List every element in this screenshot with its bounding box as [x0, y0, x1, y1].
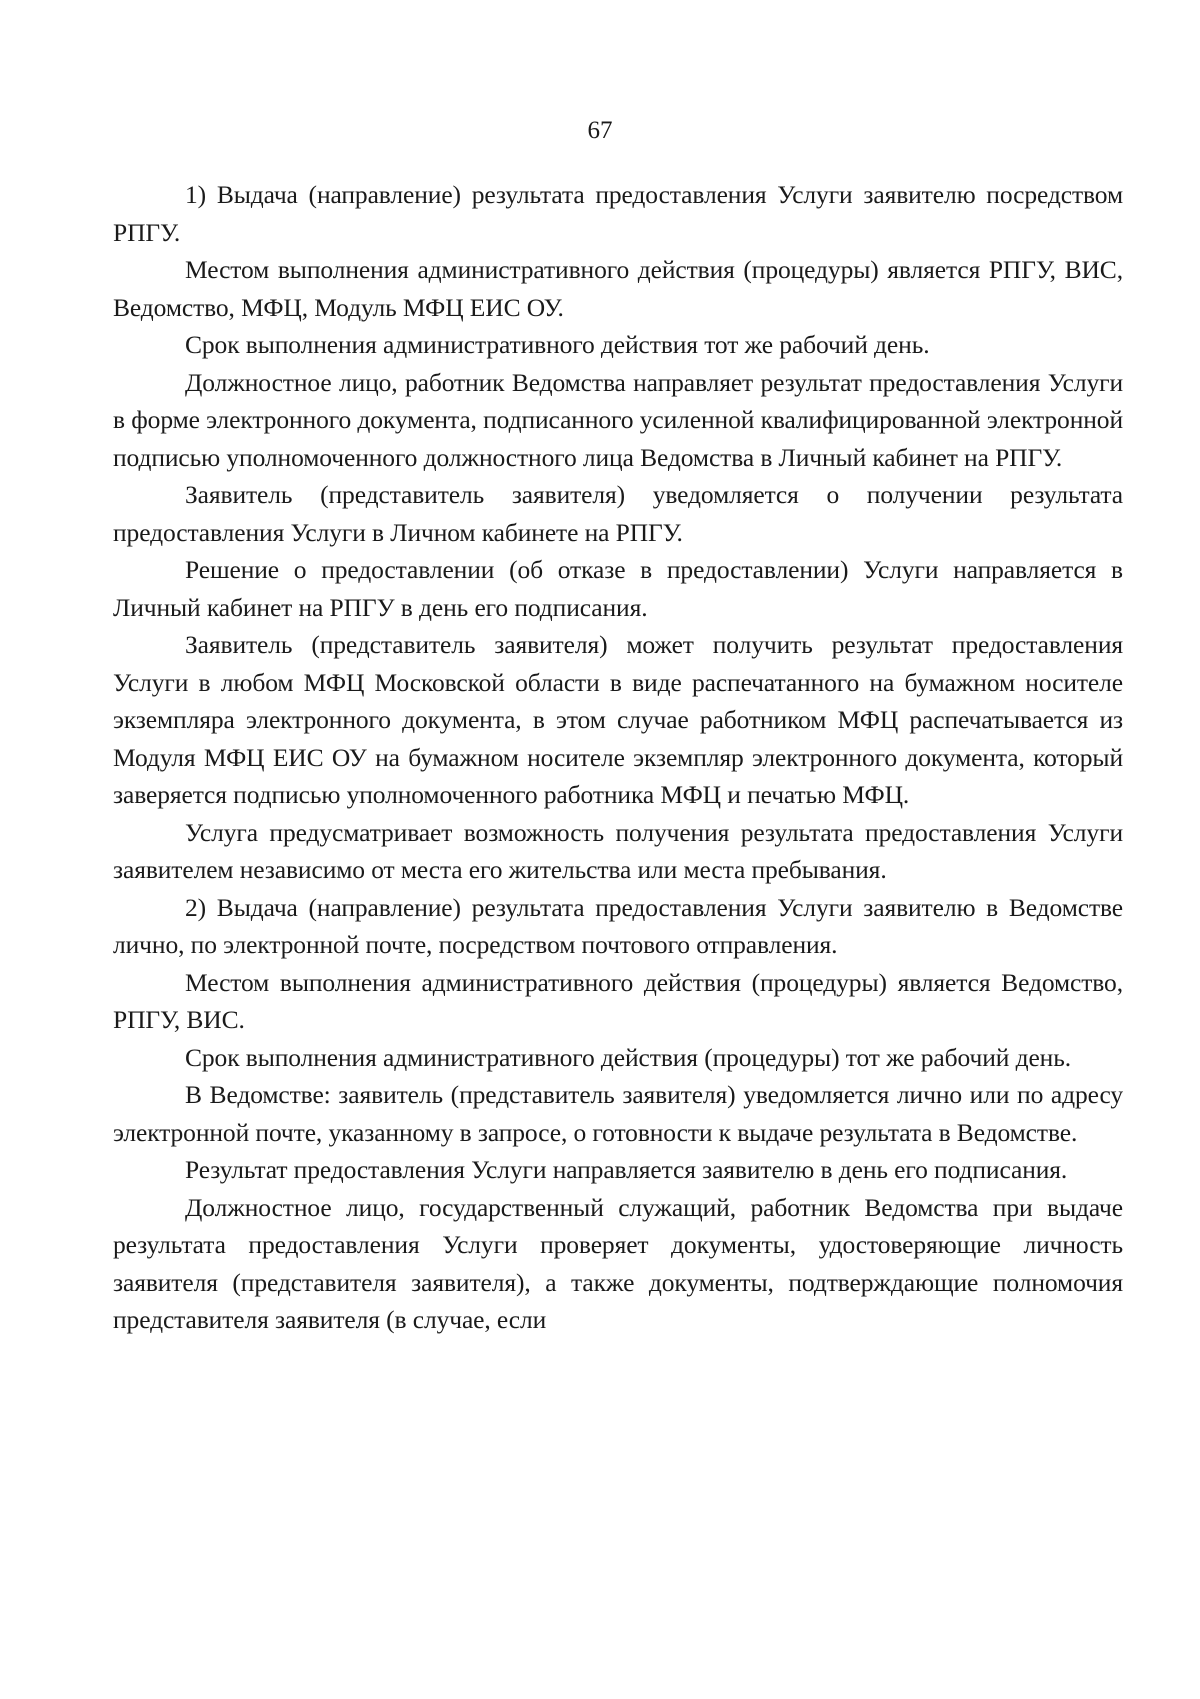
paragraph: Результат предоставления Услуги направляется заявителю в день его подписания. — [185, 1155, 1068, 1184]
paragraph: Должностное лицо, государственный служащий, работник Ведомства при выдаче результата предоставления Услуги проверяет документы, удостоверяющие личность заявителя (представителя заявителя), а также документы, подтверждающие полномочия представителя заявителя (в случае, если — [113, 1192, 1123, 1334]
paragraph: В Ведомстве: заявитель (представитель заявителя) уведомляется лично или по адресу электронной почте, указанному в запросе, о готовности к выдаче результата в Ведомстве. — [113, 1080, 1123, 1147]
paragraph: Услуга предусматривает возможность получения результата предоставления Услуги заявителем независимо от места его жительства или места пребывания. — [113, 817, 1123, 884]
page-number: 67 — [587, 117, 613, 144]
document-body — [113, 176, 1123, 1339]
paragraph: Местом выполнения административного действия (процедуры) является Ведомство, РПГУ, ВИС. — [113, 967, 1123, 1034]
paragraph: 2) Выдача (направление) результата предоставления Услуги заявителю в Ведомстве лично, по электронной почте, посредством почтового отправления. — [113, 892, 1123, 959]
paragraph: Срок выполнения административного действия тот же рабочий день. — [185, 330, 930, 359]
paragraph: Заявитель (представитель заявителя) может получить результат предоставления Услуги в любом МФЦ Московской области в виде распечатанного на бумажном носителе экземпляра электронного документа, в этом случае работником МФЦ распечатывается из Модуля МФЦ ЕИС ОУ на бумажном носителе экземпляр электронного документа, который заверяется подписью уполномоченного работника МФЦ и печатью МФЦ. — [113, 630, 1123, 809]
paragraph: Заявитель (представитель заявителя) уведомляется о получении результата предоставления Услуги в Личном кабинете на РПГУ. — [113, 480, 1123, 547]
paragraph: 1) Выдача (направление) результата предоставления Услуги заявителю посредством РПГУ. — [113, 180, 1123, 247]
paragraph: Решение о предоставлении (об отказе в предоставлении) Услуги направляется в Личный кабинет на РПГУ в день его подписания. — [113, 555, 1123, 622]
paragraph: Должностное лицо, работник Ведомства направляет результат предоставления Услуги в форме электронного документа, подписанного усиленной квалифицированной электронной подписью уполномоченного должностного лица Ведомства в Личный кабинет на РПГУ. — [113, 367, 1123, 472]
paragraph: Местом выполнения административного действия (процедуры) является РПГУ, ВИС, Ведомство, МФЦ, Модуль МФЦ ЕИС ОУ. — [113, 255, 1123, 322]
paragraph: Срок выполнения административного действия (процедуры) тот же рабочий день. — [185, 1042, 1072, 1072]
